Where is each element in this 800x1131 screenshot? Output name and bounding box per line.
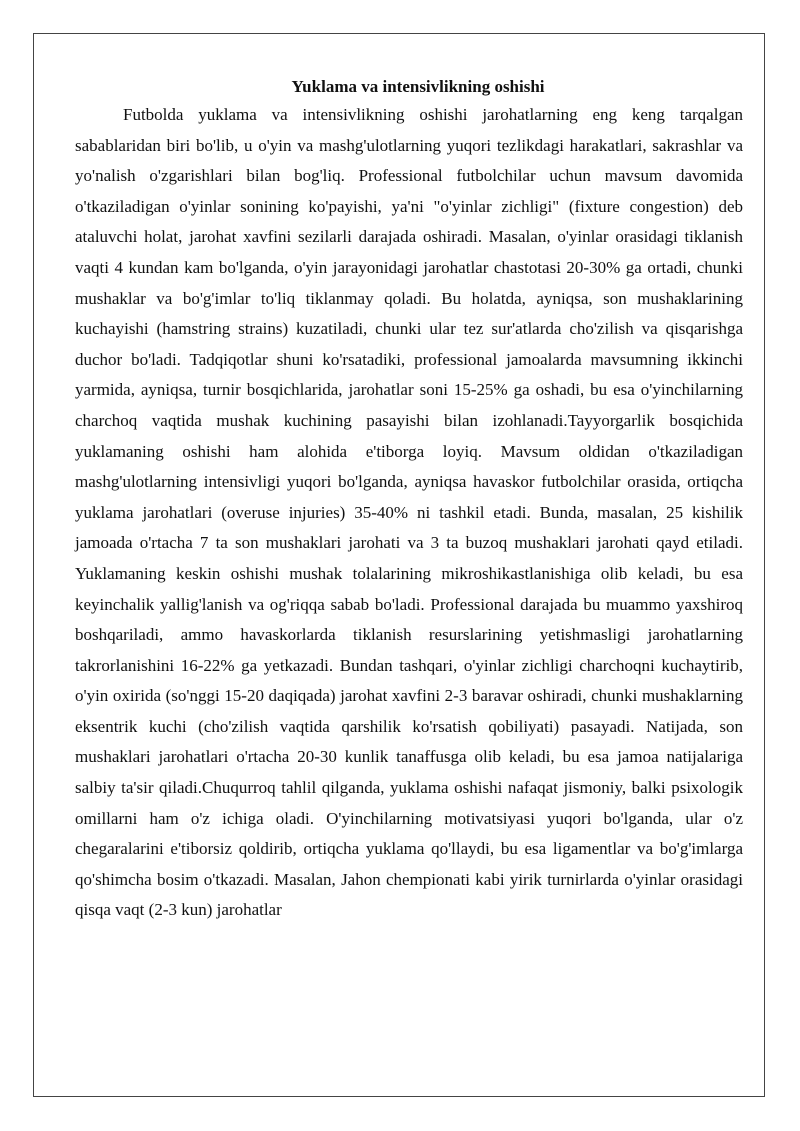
document-content — [75, 74, 743, 926]
body-paragraph: Futbolda yuklama va intensivlikning oshishi jarohatlarning eng keng tarqalgan sabablaridan biri bo'lib, u o'yin va mashg'ulotlarning yuqori tezlikdagi harakatlari, sakrashlar va yo'nalish o'zgarishlari bilan bog'liq. Professional futbolchilar uchun mavsum davomida o'tkaziladigan o'yinlar sonining ko'payishi, ya'ni "o'yinlar zichligi" (fixture congestion) deb ataluvchi holat, jarohat xavfini sezilarli darajada oshiradi. Masalan, o'yinlar orasidagi tiklanish vaqti 4 kundan kam bo'lganda, o'yin jarayonidagi jarohatlar chastotasi 20-30% ga ortadi, chunki mushaklar va bo'g'imlar to'liq tiklanmay qoladi. Bu holatda, ayniqsa, son mushaklarining kuchayishi (hamstring strains) kuzatiladi, chunki ular tez sur'atlarda cho'zilish va qisqarishga duchor bo'ladi. Tadqiqotlar shuni ko'rsatadiki, professional jamoalarda mavsumning ikkinchi yarmida, ayniqsa, turnir bosqichlarida, jarohatlar soni 15-25% ga oshadi, bu esa o'yinchilarning charchoq vaqtida mushak kuchining pasayishi bilan izohlanadi.Tayyorgarlik bosqichida yuklamaning oshishi ham alohida e'tiborga loyiq. Mavsum oldidan o'tkaziladigan mashg'ulotlarning intensivligi yuqori bo'lganda, ayniqsa havaskor futbolchilar orasida, ortiqcha yuklama jarohatlari (overuse injuries) 35-40% ni tashkil etadi. Bunda, masalan, 25 kishilik jamoada o'rtacha 7 ta son mushaklari jarohati va 3 ta buzoq mushaklari jarohati qayd etiladi. Yuklamaning keskin oshishi mushak tolalarining mikroshikastlanishiga olib keladi, bu esa keyinchalik yallig'lanish va og'riqqa sabab bo'ladi. Professional darajada bu muammo yaxshiroq boshqariladi, ammo havaskorlarda tiklanish resurslarining yetishmasligi jarohatlarning takrorlanishini 16-22% ga yetkazadi. Bundan tashqari, o'yinlar zichligi charchoqni kuchaytirib, o'yin oxirida (so'nggi 15-20 daqiqada) jarohat xavfini 2-3 baravar oshiradi, chunki mushaklarning eksentrik kuchi (cho'zilish vaqtida qarshilik ko'rsatish qobiliyati) pasayadi. Natijada, son mushaklari jarohatlari o'rtacha 20-30 kunlik tanaffusga olib keladi, bu esa jamoa natijalariga salbiy ta'sir qiladi.Chuqurroq tahlil qilganda, yuklama oshishi nafaqat jismoniy, balki psixologik omillarni ham o'z ichiga oladi. O'yinchilarning motivatsiyasi yuqori bo'lganda, ular o'z chegaralarini e'tiborsiz qoldirib, ortiqcha yuklama qo'llaydi, bu esa ligamentlar va bo'g'imlarga qo'shimcha bosim o'tkazadi. Masalan, Jahon chempionati kabi yirik turnirlarda o'yinlar orasidagi qisqa vaqt (2-3 kun) jarohatlar — [75, 105, 743, 920]
document-title: Yuklama va intensivlikning oshishi — [291, 77, 545, 96]
